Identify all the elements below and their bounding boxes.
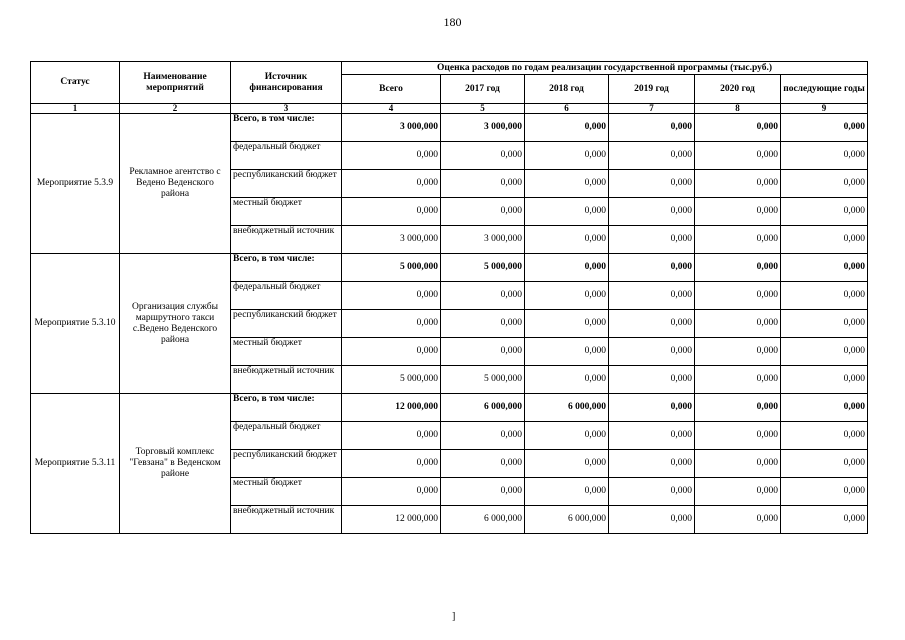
expenditure-table [30,61,868,534]
amount-cell: 5 000,000 [342,366,441,394]
amount-cell: 0,000 [441,310,525,338]
amount-cell: 0,000 [781,450,868,478]
table-body [31,114,868,534]
header-status: Статус [31,62,120,104]
funding-source: внебюджетный источник [231,226,342,254]
funding-source: местный бюджет [231,338,342,366]
funding-source: федеральный бюджет [231,422,342,450]
amount-cell: 0,000 [525,282,609,310]
amount-cell: 0,000 [525,254,609,282]
amount-cell: 0,000 [781,506,868,534]
amount-cell: 0,000 [342,478,441,506]
amount-cell: 0,000 [695,142,781,170]
amount-cell: 0,000 [609,114,695,142]
amount-cell: 0,000 [441,198,525,226]
amount-cell: 12 000,000 [342,506,441,534]
table-header [31,62,868,114]
amount-cell: 0,000 [781,226,868,254]
amount-cell: 0,000 [695,450,781,478]
activity-name: Рекламное агентство с Ведено Веденского района [120,114,231,254]
header-name: Наименование мероприятий [120,62,231,104]
amount-cell: 0,000 [781,310,868,338]
amount-cell: 0,000 [609,506,695,534]
amount-cell: 6 000,000 [525,506,609,534]
amount-cell: 0,000 [609,310,695,338]
amount-cell: 0,000 [609,450,695,478]
amount-cell: 0,000 [781,394,868,422]
amount-cell: 0,000 [781,254,868,282]
amount-cell: 0,000 [441,338,525,366]
amount-cell: 0,000 [695,226,781,254]
col-number: 7 [609,104,695,114]
amount-cell: 0,000 [695,338,781,366]
activity-status: Мероприятие 5.3.11 [31,394,120,534]
col-number: 4 [342,104,441,114]
amount-cell: 0,000 [695,394,781,422]
funding-source: республиканский бюджет [231,450,342,478]
funding-source: федеральный бюджет [231,282,342,310]
col-number: 5 [441,104,525,114]
amount-cell: 0,000 [342,310,441,338]
amount-cell: 0,000 [781,170,868,198]
amount-cell: 6 000,000 [441,394,525,422]
funding-source: местный бюджет [231,198,342,226]
amount-cell: 0,000 [781,366,868,394]
amount-cell: 6 000,000 [441,506,525,534]
amount-cell: 0,000 [525,338,609,366]
col-number: 9 [781,104,868,114]
amount-cell: 0,000 [525,422,609,450]
amount-cell: 0,000 [695,366,781,394]
amount-cell: 0,000 [342,282,441,310]
amount-cell: 0,000 [695,170,781,198]
amount-cell: 0,000 [695,422,781,450]
amount-cell: 0,000 [781,282,868,310]
header-2019: 2019 год [609,75,695,104]
funding-source: внебюджетный источник [231,366,342,394]
amount-cell: 0,000 [441,282,525,310]
col-number: 8 [695,104,781,114]
amount-cell: 0,000 [609,142,695,170]
activity-status: Мероприятие 5.3.10 [31,254,120,394]
activity-name: Организация службы маршрутного такси с.Ведено Веденского района [120,254,231,394]
activity-status: Мероприятие 5.3.9 [31,114,120,254]
amount-cell: 3 000,000 [441,114,525,142]
amount-cell: 0,000 [525,366,609,394]
amount-cell: 0,000 [609,478,695,506]
activity-name: Торговый комплекс "Гевзана" в Веденском районе [120,394,231,534]
amount-cell: 0,000 [441,142,525,170]
amount-cell: 0,000 [609,338,695,366]
header-2017: 2017 год [441,75,525,104]
page-number: 180 [443,15,462,29]
header-total: Всего [342,75,441,104]
amount-cell: 0,000 [781,478,868,506]
amount-cell: 0,000 [609,394,695,422]
amount-cell: 0,000 [609,226,695,254]
amount-cell: 0,000 [342,198,441,226]
amount-cell: 0,000 [695,478,781,506]
amount-cell: 0,000 [609,198,695,226]
header-source: Источник финансирования [231,62,342,104]
amount-cell: 12 000,000 [342,394,441,422]
amount-cell: 0,000 [441,170,525,198]
amount-cell: 0,000 [609,366,695,394]
amount-cell: 0,000 [781,338,868,366]
amount-cell: 0,000 [695,198,781,226]
funding-source: республиканский бюджет [231,310,342,338]
col-number: 1 [31,104,120,114]
amount-cell: 0,000 [695,282,781,310]
amount-cell: 0,000 [609,282,695,310]
funding-source: Всего, в том числе: [231,254,342,282]
amount-cell: 0,000 [781,142,868,170]
amount-cell: 0,000 [609,254,695,282]
amount-cell: 0,000 [695,254,781,282]
amount-cell: 0,000 [342,170,441,198]
header-2018: 2018 год [525,75,609,104]
amount-cell: 0,000 [525,198,609,226]
amount-cell: 0,000 [342,338,441,366]
amount-cell: 0,000 [525,310,609,338]
table-row-total [31,254,868,282]
funding-source: федеральный бюджет [231,142,342,170]
amount-cell: 0,000 [695,506,781,534]
header-group: Оценка расходов по годам реализации государственной программы (тыс.руб.) [342,62,868,75]
amount-cell: 0,000 [525,170,609,198]
amount-cell: 0,000 [441,450,525,478]
amount-cell: 0,000 [342,142,441,170]
funding-source: внебюджетный источник [231,506,342,534]
amount-cell: 3 000,000 [342,114,441,142]
table-row-total [31,114,868,142]
amount-cell: 0,000 [525,142,609,170]
amount-cell: 0,000 [525,450,609,478]
amount-cell: 5 000,000 [441,254,525,282]
amount-cell: 0,000 [525,114,609,142]
amount-cell: 0,000 [781,422,868,450]
amount-cell: 0,000 [695,114,781,142]
amount-cell: 0,000 [441,422,525,450]
col-number: 2 [120,104,231,114]
amount-cell: 0,000 [609,170,695,198]
amount-cell: 6 000,000 [525,394,609,422]
funding-source: Всего, в том числе: [231,114,342,142]
amount-cell: 0,000 [781,198,868,226]
column-numbers-row [31,104,868,114]
col-number: 6 [525,104,609,114]
amount-cell: 3 000,000 [441,226,525,254]
header-2020: 2020 год [695,75,781,104]
bottom-mark: ] [452,611,456,622]
funding-source: республиканский бюджет [231,170,342,198]
funding-source: местный бюджет [231,478,342,506]
header-later: последующие годы [781,75,868,104]
funding-source: Всего, в том числе: [231,394,342,422]
amount-cell: 0,000 [342,422,441,450]
amount-cell: 0,000 [781,114,868,142]
amount-cell: 3 000,000 [342,226,441,254]
amount-cell: 0,000 [441,478,525,506]
amount-cell: 0,000 [342,450,441,478]
amount-cell: 0,000 [525,226,609,254]
col-number: 3 [231,104,342,114]
amount-cell: 5 000,000 [441,366,525,394]
amount-cell: 0,000 [525,478,609,506]
amount-cell: 5 000,000 [342,254,441,282]
table-row-total [31,394,868,422]
amount-cell: 0,000 [695,310,781,338]
amount-cell: 0,000 [609,422,695,450]
